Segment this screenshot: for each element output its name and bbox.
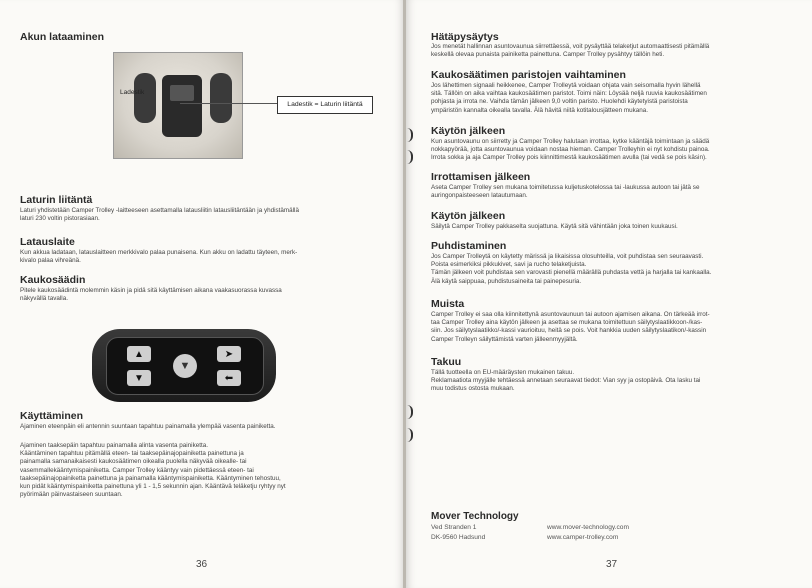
brand-name: Mover Technology xyxy=(431,511,519,522)
bracket-mark xyxy=(406,428,413,442)
callout-box: Ladestik = Laturin liitäntä xyxy=(277,96,373,114)
website-link[interactable]: www.camper-trolley.com xyxy=(547,534,619,541)
usage-title: Käyttäminen xyxy=(20,410,84,422)
bracket-mark xyxy=(406,405,413,419)
section-text: Jos menetät hallinnan asuntovaunua siirrettäessä, voit pysäyttää telaketjut automaattisesti pitämällä keskellä olevaa punaista painiketta painettuna. Camper Trolley pysähtyy tällöin heti. xyxy=(431,43,710,59)
section-title: Käytön jälkeen xyxy=(431,125,506,137)
arrow-up-icon: ▲ xyxy=(127,346,151,362)
callout-line xyxy=(180,103,277,104)
arrow-left-icon: ⬅ xyxy=(217,370,241,386)
photo-handle-right xyxy=(210,73,232,123)
remote-control-image xyxy=(92,329,276,402)
section-text: Tällä tuotteella on EU-määräysten mukainen takuu. Reklamaatiota myyjälle tehtäessä annetaan seuraavat tiedot: Vian syy ja ostopäivä. Ota lasku tai muu todistus ostosta mukaan. xyxy=(431,369,701,393)
section-title: Käytön jälkeen xyxy=(431,210,506,222)
section-title: Puhdistaminen xyxy=(431,240,507,252)
left-page xyxy=(0,0,404,588)
charger-device xyxy=(162,75,202,137)
section-text: Pitele kaukosäädintä molemmin käsin ja pidä sitä käyttämisen aikana vaakasuorassa kuvassa näkyvällä tavalla. xyxy=(20,287,282,303)
section-text: Laturi yhdistetään Camper Trolley -laitteeseen asettamalla latausliitin latausliitäntään ja yhdistämällä laturi 230 voltin pistorasiaan. xyxy=(20,207,299,223)
section-title: Latauslaite xyxy=(20,236,75,248)
address-line: DK-9560 Hadsund xyxy=(431,534,486,541)
section-title: Kaukosäätimen paristojen vaihtaminen xyxy=(431,69,626,81)
page-number: 36 xyxy=(196,559,208,570)
page-number: 37 xyxy=(606,559,618,570)
section-text: Camper Trolley ei saa olla kiinnitettynä asuntovaunuun tai autoon ajamisen aikana. On tärkeää irrot- taa Camper Trolley aina käytön jälkeen ja asettaa se mukana toimitettuun säilytyslaatikkoon-/kas- siin. Jos säilytyslaatikko/-kassi vaurioituu, heitä se pois. Voit hankkia uuden säilytyslaatikon/-kassin Camper Trolleyn säilyttämistä varten jälleenmyyjältä. xyxy=(431,311,710,343)
address-line: Ved Stranden 1 xyxy=(431,524,477,531)
charger-photo xyxy=(113,52,243,159)
section-text: Kun asuntovaunu on siirretty ja Camper Trolley halutaan irrottaa, kytke kääntäjä toimintaan ja säädä nokkapyörää, jotta asuntovaunua voidaan nostaa hieman. Camper Trolleyhin ei nyt kohdistu painoa. Irrota sokka ja aja Camper Trolley pois kiinnittimestä kaukosäätimen avulla (tai vedä se pois käsin). xyxy=(431,138,710,162)
section-text: Jos Camper Trolleytä on käytetty märissä ja likaisissa olosuhteilla, voit puhdistaa sen seuraavasti. Poista esimerkiksi pikkukivet, savi ja rucho telaketjuista. Tämän jälkeen voit puhdistaa sen varovasti pienellä määrällä puhdasta vettä ja harjalla tai kankaalla. Älä käytä saippuaa, puhdistusaineita tai painepesuria. xyxy=(431,253,712,285)
arrow-right-icon: ➤ xyxy=(217,346,241,362)
stop-icon: ▼ xyxy=(173,354,197,378)
remote-panel xyxy=(106,337,264,395)
photo-handle-left xyxy=(134,73,156,123)
usage-text: Ajaminen eteenpäin eli antennin suuntaan tapahtuu painamalla ylempää vasenta painiketta. xyxy=(20,423,276,430)
bracket-mark xyxy=(406,150,413,164)
bracket-mark xyxy=(406,128,413,142)
section-text: Jos lähettimen signaali heikkenee, Camper Trolleytä voidaan ohjata vain seisomalla hyvin lähellä sitä. Tällöin on aika vaihtaa kaukosäätimen paristot. Toimi näin: Löysää neljä ruuvia kaukosäätimen pohjasta ja irrota ne. Vaihda tämän jälkeen 9,0 voltin paristo. Huolehdi käytetyistä paristoista ympäristön kannalta oikealla tavalla. Älä hävitä niitä kotitalousjätteen mukana. xyxy=(431,82,707,114)
website-link[interactable]: www.mover-technology.com xyxy=(547,524,629,531)
section-title: Irrottamisen jälkeen xyxy=(431,171,531,183)
right-page xyxy=(406,0,812,588)
section-title: Takuu xyxy=(431,356,462,368)
arrow-down-icon: ▼ xyxy=(127,370,151,386)
section-title: Muista xyxy=(431,298,465,310)
section-title: Hätäpysäytys xyxy=(431,31,499,43)
section-text: Aseta Camper Trolley sen mukana toimitetussa kuljetuskotelossa tai -laukussa autoon tai jätä se auringonpaisteeseen latautumaan. xyxy=(431,184,700,200)
photo-label: Ladestik xyxy=(120,89,145,96)
section-title: Laturin liitäntä xyxy=(20,194,93,206)
section-title: Kaukosäädin xyxy=(20,274,86,286)
section-text: Kun akkua ladataan, latauslaitteen merkkivalo palaa punaisena. Kun akku on ladattu täyteen, merk- kivalo palaa vihreänä. xyxy=(20,249,298,265)
page-title: Akun lataaminen xyxy=(20,31,105,43)
usage-text: Ajaminen taaksepäin tapahtuu painamalla alinta vasenta painiketta. Kääntäminen tapahtuu pitämällä eteen- tai taaksepäinajopainiketta painettuna ja painamalla samanaikaisesti kaukosäätimen oikealla puolella näkyvää oikealle- tai vasemmallekääntymispainiketta. Camper Trolley kääntyy vain pidettäessä eteen- tai taaksepäinajopainiketta painettuna ja painamalla kääntymispainiketta. Kääntyminen tehostuu, kun pidät kääntymispainiketta painettuna yli 1 - 1,5 sekunnin ajan. Kääntävä teläketju ryhtyy nyt pyörimään päinvastaiseen suuntaan. xyxy=(20,442,286,499)
section-text: Säilytä Camper Trolley pakkaselta suojattuna. Käytä sitä vähintään joka toinen kuukausi. xyxy=(431,223,678,230)
